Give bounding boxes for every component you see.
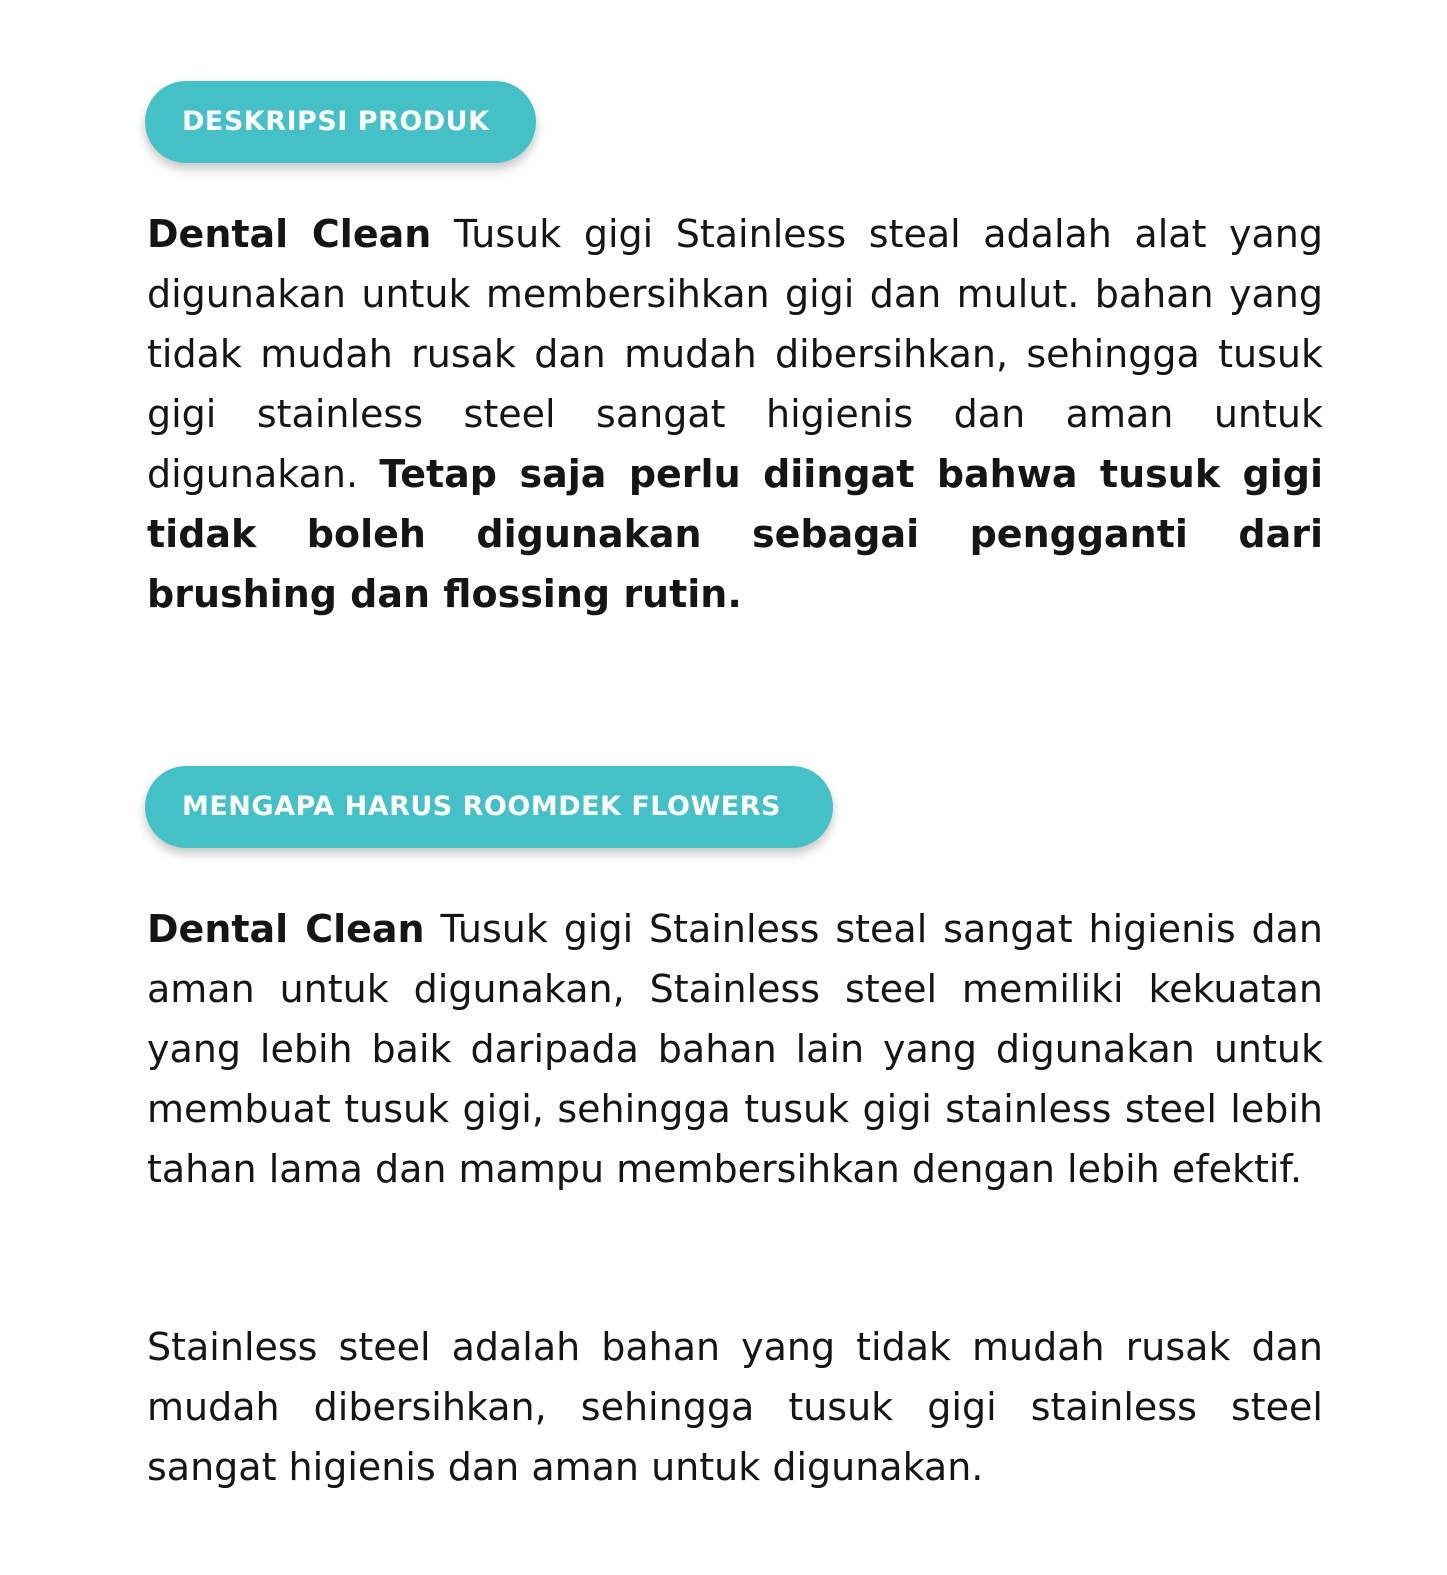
section-heading-mengapa: MENGAPA HARUS ROOMDEK FLOWERS — [145, 766, 833, 848]
brand-name: Dental Clean — [147, 212, 432, 256]
product-description-paragraph — [147, 204, 1323, 624]
why-second-paragraph: Stainless steel adalah bahan yang tidak mudah rusak dan mudah dibersihkan, sehingga tusuk gigi stainless steel sangat higienis dan aman untuk digunakan. — [147, 1325, 1323, 1489]
why-text: Tusuk gigi Stainless steal sangat higienis dan aman untuk digunakan, Stainless steel memiliki kekuatan yang lebih baik daripada bahan lain yang digunakan untuk membuat tusuk gigi, sehingga tusuk gigi stainless steel lebih tahan lama dan mampu membersihkan dengan lebih efektif. — [147, 907, 1323, 1191]
brand-name: Dental Clean — [147, 907, 425, 951]
why-paragraph — [147, 899, 1323, 1199]
description-warning-text: Tetap saja perlu diingat bahwa tusuk gigi tidak boleh digunakan sebagai pengganti dari brushing dan flossing rutin. — [147, 452, 1323, 616]
description-text: Tusuk gigi Stainless steal adalah alat yang digunakan untuk membersihkan gigi dan mulut. bahan yang tidak mudah rusak dan mudah dibersihkan, sehingga tusuk gigi stainless steel sangat higienis dan aman untuk digunakan. — [147, 212, 1324, 496]
section-heading-deskripsi-produk: DESKRIPSI PRODUK — [145, 81, 536, 163]
